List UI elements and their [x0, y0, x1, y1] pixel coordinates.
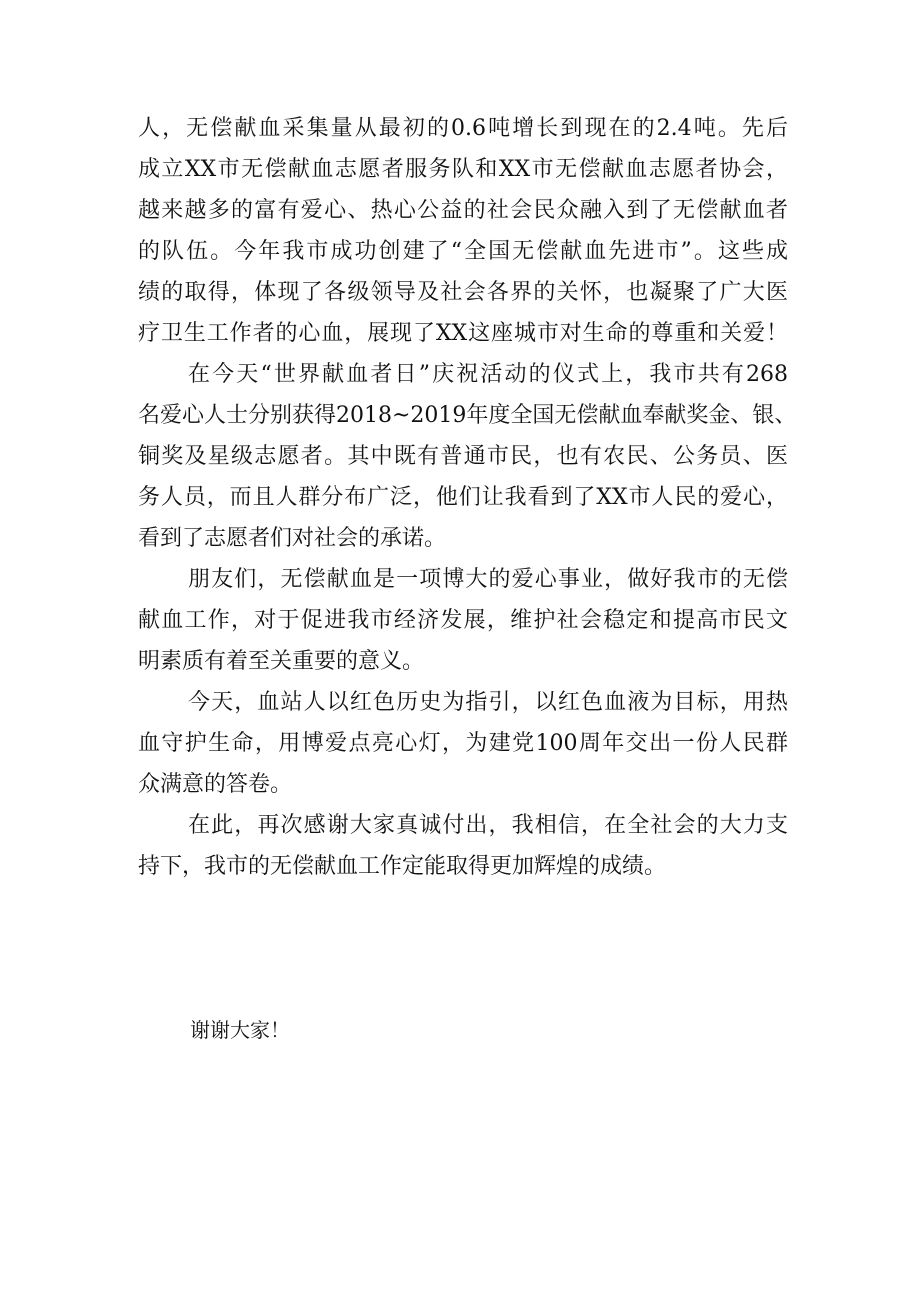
paragraph-2-line-5: 看到了志愿者们对社会的承诺。: [138, 526, 447, 551]
paragraph-2-line-4: 务人员，而且人群分布广泛，他们让我看到了XX市人民的爱心，: [138, 485, 788, 510]
paragraph-5-line-2: 持下，我市的无偿献血工作定能取得更加辉煌的成绩。: [138, 854, 667, 879]
paragraph-1-line-5: 绩的取得，体现了各级领导及社会各界的关怀，也凝聚了广大医: [138, 280, 788, 305]
paragraph-5-line-1: 在此，再次感谢大家真诚付出，我相信，在全社会的大力支: [188, 813, 788, 838]
paragraph-1-line-3: 越来越多的富有爱心、热心公益的社会民众融入到了无偿献血者: [138, 198, 788, 223]
paragraph-1-line-4: 的队伍。今年我市成功创建了“全国无偿献血先进市”。这些成: [138, 239, 788, 264]
paragraph-2-line-2: 名爱心人士分别获得2018~2019年度全国无偿献血奉献奖金、银、: [138, 403, 797, 428]
paragraph-4-line-3: 众满意的答卷。: [138, 772, 293, 797]
paragraph-4-line-1: 今天，血站人以红色历史为指引，以红色血液为目标，用热: [188, 690, 788, 715]
paragraph-2-line-1: 在今天“世界献血者日”庆祝活动的仪式上，我市共有268: [188, 362, 788, 387]
document-body: [138, 108, 797, 887]
closing-remark: 谢谢大家！: [190, 1018, 290, 1042]
paragraph-1-line-6: 疗卫生工作者的心血，展现了XX这座城市对生命的尊重和关爱！: [138, 321, 788, 346]
paragraph-2-line-3: 铜奖及星级志愿者。其中既有普通市民，也有农民、公务员、医: [138, 444, 788, 469]
paragraph-1-line-2: 成立XX市无偿献血志愿者服务队和XX市无偿献血志愿者协会，: [138, 157, 788, 182]
paragraph-3-line-2: 献血工作，对于促进我市经济发展，维护社会稳定和提高市民文: [138, 608, 788, 633]
paragraph-1-line-1: 人，无偿献血采集量从最初的0.6吨增长到现在的2.4吨。先后: [138, 116, 788, 141]
paragraph-3-line-1: 朋友们，无偿献血是一项博大的爱心事业，做好我市的无偿: [188, 567, 788, 592]
paragraph-4-line-2: 血守护生命，用博爱点亮心灯，为建党100周年交出一份人民群: [138, 731, 788, 756]
paragraph-3-line-3: 明素质有着至关重要的意义。: [138, 649, 425, 674]
